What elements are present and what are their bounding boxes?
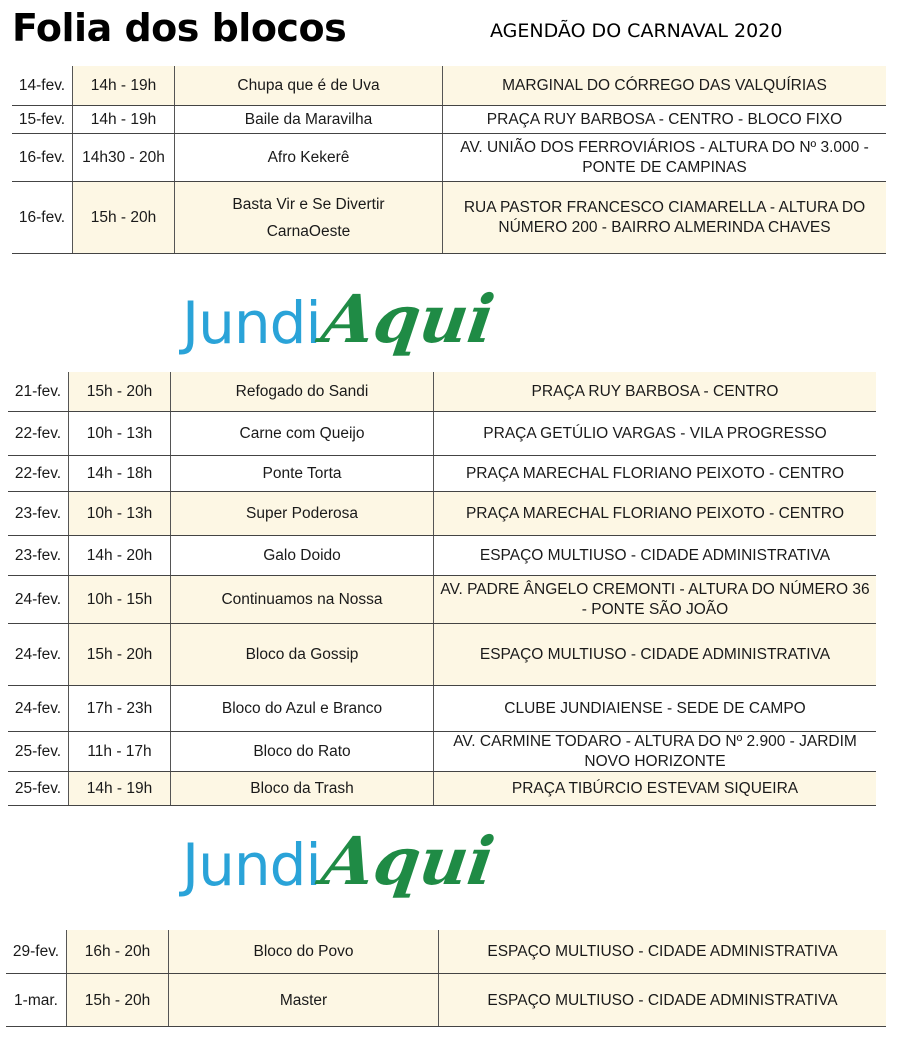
cell-name: [174, 106, 442, 134]
cell-date: [8, 492, 68, 536]
cell-location: [433, 456, 876, 492]
table-row: [12, 134, 886, 182]
location-text: RUA PASTOR FRANCESCO CIAMARELLA - ALTURA DO NÚMERO 200 - BAIRRO ALMERINDA CHAVES: [463, 199, 866, 236]
date-text: 25-fev.: [14, 780, 62, 797]
name-text: Bloco do Azul e Branco: [221, 700, 383, 717]
cell-name: [170, 372, 433, 412]
cell-name: [170, 456, 433, 492]
cell-location: [433, 686, 876, 732]
name-text: Bloco do Povo: [253, 943, 354, 960]
time-text: 14h - 20h: [86, 547, 153, 564]
cell-name: [174, 66, 442, 106]
cell-name: [168, 974, 438, 1027]
date-text: 24-fev.: [14, 591, 62, 608]
cell-location: [442, 182, 886, 254]
cell-name: [168, 930, 438, 974]
name-text: Baile da Maravilha: [244, 111, 373, 128]
jundiaqui-logo-2: [182, 822, 499, 900]
cell-date: [12, 134, 72, 182]
cell-date: [6, 930, 66, 974]
cell-date: [8, 372, 68, 412]
cell-time: [68, 732, 170, 772]
cell-date: [12, 182, 72, 254]
name-text-2: CarnaOeste: [266, 223, 351, 240]
cell-date: [8, 732, 68, 772]
cell-location: [433, 732, 876, 772]
table-row: [6, 974, 886, 1027]
name-text: Bloco da Gossip: [245, 646, 359, 663]
name-text: Galo Doido: [263, 547, 341, 564]
name-text: Refogado do Sandi: [235, 383, 369, 400]
table-row: [8, 492, 876, 536]
cell-time: [68, 372, 170, 412]
cell-name: [170, 492, 433, 536]
date-text: 14-fev.: [18, 77, 66, 94]
row-divider: [8, 805, 876, 806]
cell-name: [170, 686, 433, 732]
location-text: ESPAÇO MULTIUSO - CIDADE ADMINISTRATIVA: [479, 646, 831, 663]
cell-time: [68, 772, 170, 806]
cell-time: [72, 106, 174, 134]
name-text: Ponte Torta: [262, 465, 342, 482]
table-row: [8, 772, 876, 806]
cell-time: [68, 624, 170, 686]
cell-time: [68, 492, 170, 536]
time-text: 14h - 18h: [86, 465, 153, 482]
name-text: Afro Kekerê: [267, 149, 350, 166]
logo-text-jundi: Jundi: [182, 289, 321, 357]
cell-date: [8, 536, 68, 576]
date-text: 16-fev.: [18, 149, 66, 166]
time-text: 14h30 - 20h: [82, 149, 165, 166]
time-text: 16h - 20h: [84, 943, 151, 960]
name-text: Continuamos na Nossa: [221, 591, 383, 608]
location-text: PRAÇA TIBÚRCIO ESTEVAM SIQUEIRA: [511, 780, 799, 797]
location-text: PRAÇA RUY BARBOSA - CENTRO: [531, 383, 779, 400]
table-row: [8, 732, 876, 772]
date-text: 23-fev.: [14, 505, 62, 522]
cell-date: [8, 624, 68, 686]
cell-time: [66, 930, 168, 974]
cell-location: [433, 772, 876, 806]
cell-location: [442, 66, 886, 106]
cell-date: [8, 456, 68, 492]
name-text: Bloco do Rato: [253, 743, 351, 760]
cell-location: [433, 624, 876, 686]
cell-location: [433, 412, 876, 456]
row-divider: [6, 1026, 886, 1027]
date-text: 15-fev.: [18, 111, 66, 128]
jundiaqui-logo: [182, 280, 499, 358]
name-text: Super Poderosa: [245, 505, 359, 522]
name-text: Bloco da Trash: [250, 780, 354, 797]
cell-name: [170, 624, 433, 686]
name-text: Chupa que é de Uva: [237, 77, 380, 94]
row-divider: [12, 253, 886, 254]
cell-name: [170, 412, 433, 456]
cell-location: [433, 536, 876, 576]
logo-text-jundi: Jundi: [182, 831, 321, 899]
location-text: MARGINAL DO CÓRREGO DAS VALQUÍRIAS: [502, 77, 827, 94]
location-text: AV. UNIÃO DOS FERROVIÁRIOS - ALTURA DO Nº 3.000 - PONTE DE CAMPINAS: [460, 139, 869, 176]
location-text: ESPAÇO MULTIUSO - CIDADE ADMINISTRATIVA: [487, 943, 838, 960]
table-row: [8, 456, 876, 492]
location-text: AV. CARMINE TODARO - ALTURA DO Nº 2.900 - JARDIM NOVO HORIZONTE: [453, 733, 857, 770]
cell-location: [442, 106, 886, 134]
date-text: 24-fev.: [14, 646, 62, 663]
cell-location: [442, 134, 886, 182]
table-row: [8, 536, 876, 576]
cell-time: [68, 576, 170, 624]
logo-text-aqui: Aqui: [317, 822, 499, 900]
table-row: [6, 930, 886, 974]
name-text: Carne com Queijo: [239, 425, 365, 442]
time-text: 15h - 20h: [84, 991, 151, 1009]
page-title: Folia dos blocos: [12, 6, 347, 50]
date-text: 21-fev.: [14, 383, 62, 400]
cell-date: [8, 576, 68, 624]
location-text: PRAÇA MARECHAL FLORIANO PEIXOTO - CENTRO: [465, 465, 845, 482]
time-text: 11h - 17h: [87, 743, 152, 760]
cell-time: [72, 134, 174, 182]
location-text: PRAÇA GETÚLIO VARGAS - VILA PROGRESSO: [483, 425, 827, 442]
table-row: [8, 576, 876, 624]
time-text: 14h - 19h: [90, 111, 157, 128]
cell-name: [170, 536, 433, 576]
logo-text-aqui: Aqui: [317, 280, 499, 358]
cell-time: [68, 456, 170, 492]
time-text: 15h - 20h: [90, 209, 157, 226]
date-text: 29-fev.: [12, 943, 60, 960]
name-text: Master: [279, 991, 328, 1009]
cell-name: [174, 182, 442, 254]
cell-time: [66, 974, 168, 1027]
date-text: 22-fev.: [14, 465, 62, 482]
time-text: 10h - 15h: [86, 591, 153, 608]
cell-name: [170, 772, 433, 806]
time-text: 14h - 19h: [86, 780, 153, 797]
page-subtitle: AGENDÃO DO CARNAVAL 2020: [490, 20, 783, 42]
cell-time: [68, 686, 170, 732]
table-row: [12, 182, 886, 254]
table-row: [12, 66, 886, 106]
date-text: 1-mar.: [14, 991, 58, 1009]
cell-location: [433, 576, 876, 624]
time-text: 10h - 13h: [86, 505, 153, 522]
location-text: CLUBE JUNDIAIENSE - SEDE DE CAMPO: [504, 700, 806, 717]
cell-date: [6, 974, 66, 1027]
cell-date: [12, 106, 72, 134]
time-text: 17h - 23h: [86, 700, 153, 717]
time-text: 14h - 19h: [90, 77, 157, 94]
cell-date: [8, 772, 68, 806]
cell-location: [433, 372, 876, 412]
time-text: 15h - 20h: [86, 383, 153, 400]
date-text: 16-fev.: [18, 209, 66, 226]
table-row: [8, 412, 876, 456]
cell-time: [72, 66, 174, 106]
cell-date: [8, 412, 68, 456]
cell-location: [438, 930, 886, 974]
time-text: 15h - 20h: [86, 646, 153, 663]
cell-time: [72, 182, 174, 254]
table-row: [8, 624, 876, 686]
cell-name: [170, 732, 433, 772]
cell-date: [8, 686, 68, 732]
time-text: 10h - 13h: [86, 425, 153, 442]
cell-time: [68, 412, 170, 456]
name-text: Basta Vir e Se Divertir: [232, 196, 385, 213]
table-row: [12, 106, 886, 134]
table-row: [8, 686, 876, 732]
location-text: AV. PADRE ÂNGELO CREMONTI - ALTURA DO NÚMERO 36 - PONTE SÃO JOÃO: [440, 581, 870, 618]
date-text: 23-fev.: [14, 547, 62, 564]
cell-time: [68, 536, 170, 576]
date-text: 25-fev.: [14, 743, 62, 760]
cell-location: [433, 492, 876, 536]
location-text: PRAÇA MARECHAL FLORIANO PEIXOTO - CENTRO: [465, 505, 845, 522]
table-row: [8, 372, 876, 412]
cell-name: [170, 576, 433, 624]
date-text: 24-fev.: [14, 700, 62, 717]
date-text: 22-fev.: [14, 425, 62, 442]
cell-location: [438, 974, 886, 1027]
location-text: PRAÇA RUY BARBOSA - CENTRO - BLOCO FIXO: [486, 111, 843, 128]
cell-name: [174, 134, 442, 182]
location-text: ESPAÇO MULTIUSO - CIDADE ADMINISTRATIVA: [487, 991, 838, 1009]
location-text: ESPAÇO MULTIUSO - CIDADE ADMINISTRATIVA: [479, 547, 831, 564]
cell-date: [12, 66, 72, 106]
